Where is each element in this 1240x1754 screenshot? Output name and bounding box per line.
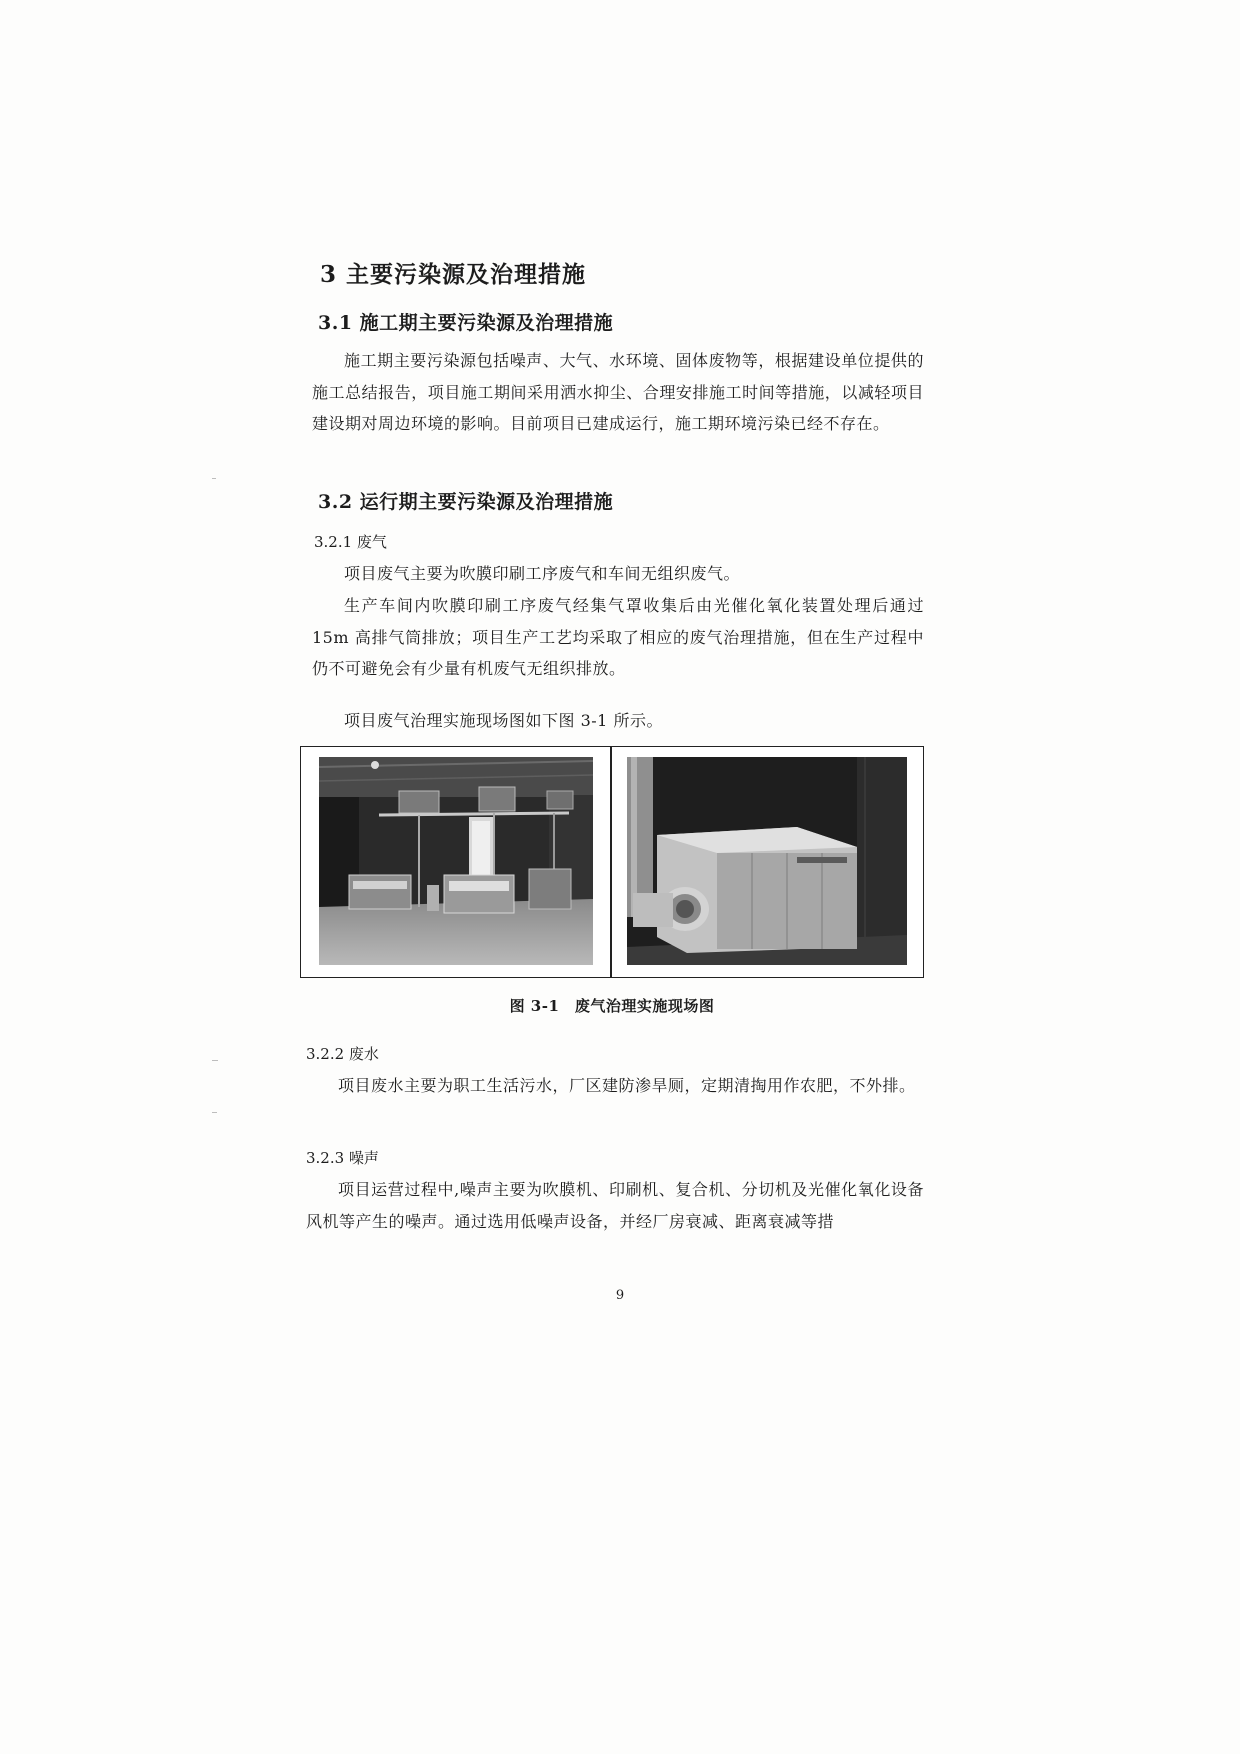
page-number: 9 [615,1288,625,1303]
section-3-1-heading: 3.1 施工期主要污染源及治理措施 [318,312,614,334]
scan-mark [212,1112,217,1113]
figure-divider [610,747,612,977]
section-title: 3 主要污染源及治理措施 [320,261,587,288]
scan-mark [212,1060,218,1061]
treatment-device-photo [627,757,907,965]
exhaust-paragraph-3: 项目废气治理实施现场图如下图 3-1 所示。 [344,711,663,730]
figure-3-1 [300,746,924,978]
section-3-2-heading: 3.2 运行期主要污染源及治理措施 [318,491,614,513]
scan-mark [212,478,216,479]
wastewater-paragraph: 项目废水主要为职工生活污水，厂区建防渗旱厕，定期清掏用作农肥，不外排。 [338,1076,916,1095]
construction-paragraph: 施工期主要污染源包括噪声、大气、水环境、固体废物等，根据建设单位提供的施工总结报告，项目施工期间采用洒水抑尘、合理安排施工时间等措施，以减轻项目建设期对周边环境的影响。目前项目已建成运行，施工期环境污染已经不存在。 [312,351,924,433]
noise-paragraph: 项目运营过程中,噪声主要为吹膜机、印刷机、复合机、分切机及光催化氧化设备风机等产生的噪声。通过选用低噪声设备，并经厂房衰减、距离衰减等措 [306,1180,924,1231]
section-3-2-3-heading: 3.2.3 噪声 [306,1149,379,1167]
exhaust-paragraph-2: 生产车间内吹膜印刷工序废气经集气罩收集后由光催化氧化装置处理后通过 15m 高排气筒排放；项目生产工艺均采取了相应的废气治理措施，但在生产过程中仍不可避免会有少量有机废气无组织排放。 [312,596,924,678]
section-3-2-2-heading: 3.2.2 废水 [306,1045,379,1063]
workshop-photo [319,757,593,965]
section-3-2-1-heading: 3.2.1 废气 [314,533,387,551]
exhaust-paragraph-1: 项目废气主要为吹膜印刷工序废气和车间无组织废气。 [344,564,741,583]
figure-caption: 图 3-1 废气治理实施现场图 [509,997,715,1015]
